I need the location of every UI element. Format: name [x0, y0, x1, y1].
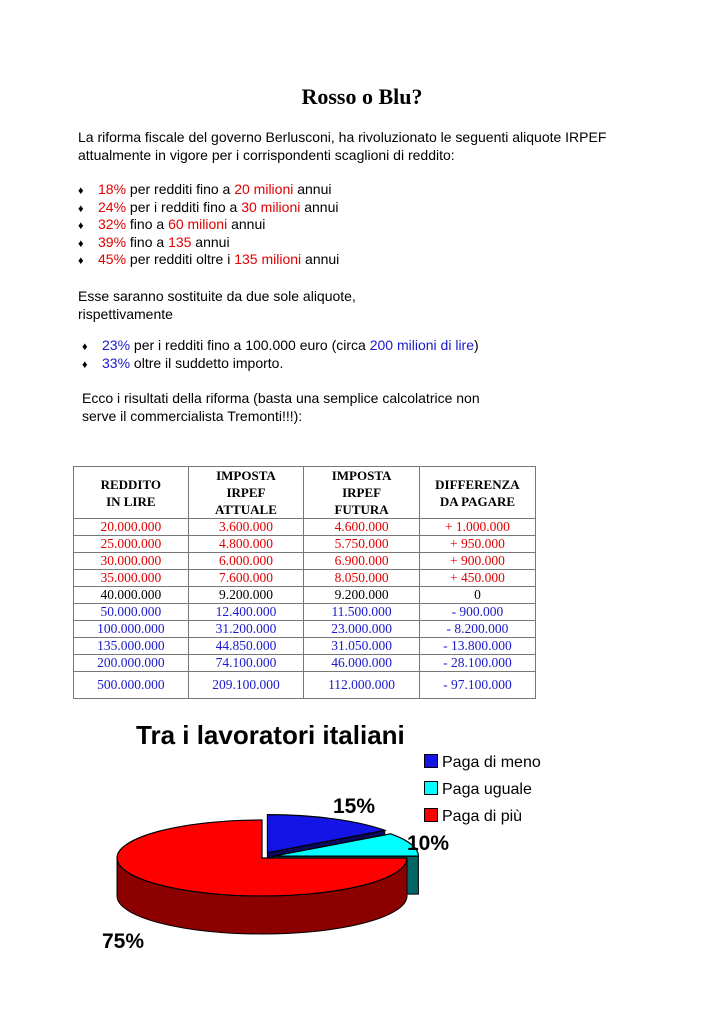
bullet-amount: 135 — [168, 233, 192, 250]
table-cell: 46.000.000 — [304, 655, 420, 672]
table-cell: 40.000.000 — [74, 587, 189, 604]
bullet-pre: oltre il suddetto importo. — [130, 354, 284, 371]
table-cell: 0 — [419, 587, 535, 604]
bullet-rate: 32% — [98, 216, 127, 233]
table-cell: 9.200.000 — [188, 587, 304, 604]
table-cell: 7.600.000 — [188, 570, 304, 587]
table-cell: 6.000.000 — [188, 553, 304, 570]
bullet-pre: per i redditi fino a 100.000 euro (circa — [130, 337, 370, 353]
chart-title: Tra i lavoratori italiani — [136, 720, 405, 750]
table-cell: 9.200.000 — [304, 587, 420, 604]
column-header-line: ATTUALE — [215, 502, 277, 517]
table-cell: 50.000.000 — [74, 604, 189, 621]
table-cell: - 900.000 — [419, 604, 535, 621]
table-cell: + 1.000.000 — [419, 519, 535, 536]
bullet-rate: 23% — [102, 337, 131, 353]
bullet-rate: 24% — [98, 198, 127, 215]
table-cell: 200.000.000 — [74, 655, 189, 672]
table-cell: 500.000.000 — [74, 672, 189, 699]
intro-line-2: attualmente in vigore per i corrispondenti scaglioni di reddito: — [78, 147, 455, 163]
bullet-post: annui — [191, 233, 230, 250]
table-cell: 74.100.000 — [188, 655, 304, 672]
table-cell: 35.000.000 — [74, 570, 189, 587]
bullet-amount: 20 milioni — [234, 181, 294, 197]
bullet-rate: 45% — [98, 251, 127, 268]
legend-label: Paga uguale — [442, 781, 532, 798]
column-header-line: FUTURA — [334, 502, 389, 517]
diamond-bullet-icon: ♦ — [78, 237, 84, 250]
table-cell: 20.000.000 — [74, 519, 189, 536]
replacement-line-2: rispettivamente — [78, 306, 173, 322]
data-label-paga-uguale: 10% — [407, 832, 450, 855]
table-cell: 112.000.000 — [304, 672, 420, 699]
data-label-paga-di-meno: 15% — [333, 795, 376, 818]
table-cell: - 97.100.000 — [419, 672, 535, 699]
table-cell: 30.000.000 — [74, 553, 189, 570]
table-cell: 5.750.000 — [304, 536, 420, 553]
diamond-bullet-icon: ♦ — [78, 185, 84, 197]
bullet-amount: 200 milioni di lire — [369, 337, 475, 353]
bullet-rate: 18% — [98, 181, 127, 197]
bullet-post: annui — [293, 181, 332, 197]
bullet-pre: per redditi oltre i — [126, 251, 235, 268]
bullet-post: annui — [300, 198, 339, 215]
table-cell: 31.050.000 — [304, 638, 420, 655]
results-line-2: serve il commercialista Tremonti!!!): — [82, 408, 303, 424]
diamond-bullet-icon: ♦ — [78, 255, 84, 268]
table-cell: + 450.000 — [419, 570, 535, 587]
bullet-pre: fino a — [126, 233, 169, 250]
bullet-pre: fino a — [126, 216, 169, 233]
column-header-line: DA PAGARE — [439, 493, 516, 509]
table-cell: 6.900.000 — [304, 553, 420, 570]
bullet-rate: 33% — [102, 354, 131, 371]
results-line-1: Ecco i risultati della riforma (basta una semplice calcolatrice non — [82, 390, 480, 406]
table-cell: - 28.100.000 — [419, 655, 535, 672]
bullet-pre: per i redditi fino a — [126, 198, 242, 215]
bullet-post: annui — [227, 216, 266, 233]
table-cell: 44.850.000 — [188, 638, 304, 655]
column-header-line: DIFFERENZA — [435, 476, 520, 492]
table-cell: 4.600.000 — [304, 519, 420, 536]
legend-label: Paga di meno — [442, 754, 541, 771]
bullet-amount: 60 milioni — [168, 216, 228, 233]
bullet-amount: 30 milioni — [241, 198, 301, 215]
bullet-amount: 135 milioni — [234, 251, 302, 268]
column-header-line: IMPOSTA — [216, 468, 276, 483]
page-title: Rosso o Blu? — [301, 84, 423, 109]
bullet-post: annui — [301, 251, 340, 268]
table-cell: 11.500.000 — [304, 604, 420, 621]
table-cell: 100.000.000 — [74, 621, 189, 638]
table-cell: + 900.000 — [419, 553, 535, 570]
diamond-bullet-icon: ♦ — [78, 202, 84, 215]
table-cell: 25.000.000 — [74, 536, 189, 553]
table-cell: 135.000.000 — [74, 638, 189, 655]
intro-line-1: La riforma fiscale del governo Berlusconi, ha rivoluzionato le seguenti aliquote IRPEF — [78, 129, 607, 145]
table-cell: 31.200.000 — [188, 621, 304, 638]
diamond-bullet-icon: ♦ — [82, 358, 88, 371]
table-cell: 209.100.000 — [188, 672, 304, 699]
table-cell: 12.400.000 — [188, 604, 304, 621]
table-cell: 4.800.000 — [188, 536, 304, 553]
column-header-line: IMPOSTA — [331, 468, 392, 483]
diamond-bullet-icon: ♦ — [82, 341, 88, 353]
table-cell: + 950.000 — [419, 536, 535, 553]
column-header-line: IRPEF — [226, 485, 266, 500]
diamond-bullet-icon: ♦ — [78, 220, 84, 233]
table-cell: 8.050.000 — [304, 570, 420, 587]
bullet-rate: 39% — [98, 233, 127, 250]
column-header-line: REDDITO — [100, 476, 162, 492]
bullet-post: ) — [474, 337, 479, 353]
table-cell: - 13.800.000 — [419, 638, 535, 655]
table-cell: 23.000.000 — [304, 621, 420, 638]
column-header-line: IN LIRE — [106, 493, 156, 509]
replacement-line-1: Esse saranno sostituite da due sole aliquote, — [78, 288, 356, 304]
table-cell: 3.600.000 — [188, 519, 304, 536]
bullet-pre: per redditi fino a — [126, 181, 235, 197]
data-label-paga-di-piu: 75% — [102, 930, 145, 953]
legend-label: Paga di più — [442, 808, 523, 825]
table-cell: - 8.200.000 — [419, 621, 535, 638]
column-header-line: IRPEF — [342, 485, 382, 500]
